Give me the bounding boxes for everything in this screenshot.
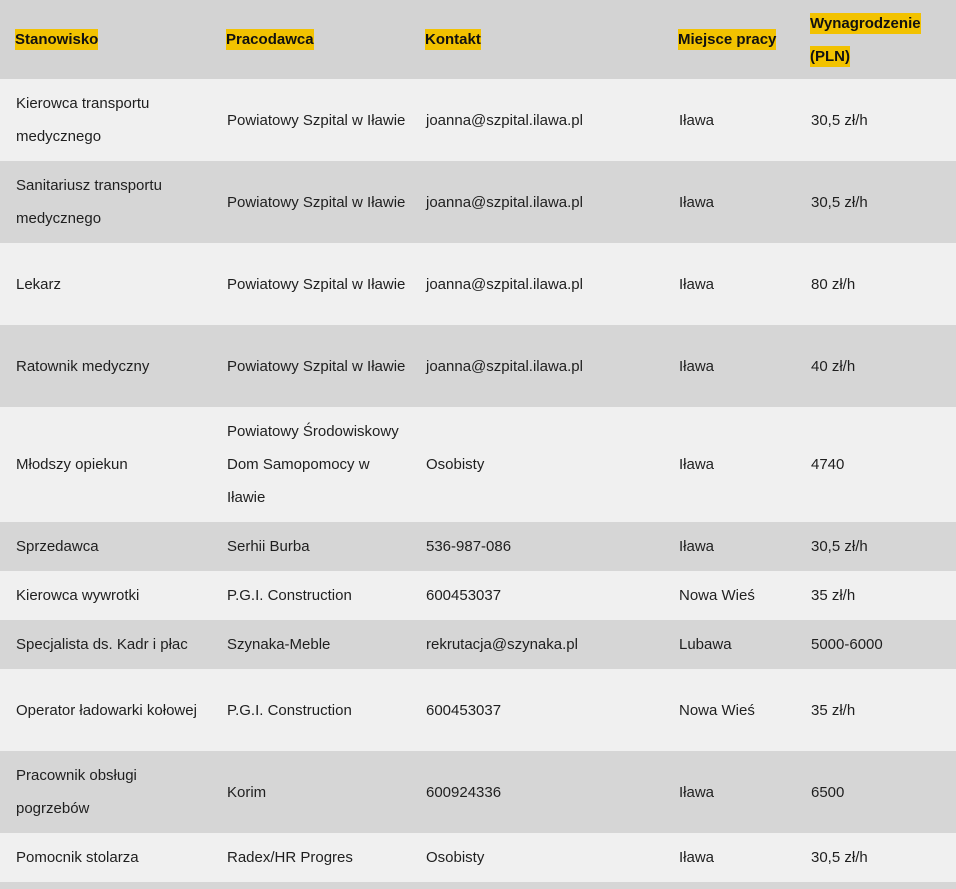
cell-kontakt: joanna@szpital.ilawa.pl xyxy=(426,357,583,375)
cell-stanowisko: Operator ładowarki kołowej xyxy=(16,701,197,719)
cell-stanowisko: Kierowca wywrotki xyxy=(16,587,140,604)
table-row xyxy=(0,79,956,161)
cell-miejsce: Iława xyxy=(679,538,715,555)
cell-miejsce: Iława xyxy=(679,357,715,375)
table-row xyxy=(0,325,956,407)
cell-wynagrodzenie: 80 zł/h xyxy=(811,275,856,293)
partial-row-cell xyxy=(0,882,956,889)
table-row xyxy=(0,243,956,325)
cell-pracodawca: Powiatowy Szpital w Iławie xyxy=(227,111,406,129)
cell-miejsce: Iława xyxy=(679,193,715,211)
cell-miejsce: Nowa Wieś xyxy=(679,587,755,604)
header-stanowisko: Stanowisko xyxy=(15,31,99,48)
table-row xyxy=(0,161,956,243)
table-row xyxy=(0,669,956,751)
cell-stanowisko: Specjalista ds. Kadr i płac xyxy=(16,636,188,653)
cell-kontakt: Osobisty xyxy=(426,456,485,473)
cell-wynagrodzenie: 40 zł/h xyxy=(811,357,856,375)
header-miejsce-pracy: Miejsce pracy xyxy=(678,31,777,48)
cell-wynagrodzenie: 5000-6000 xyxy=(811,636,883,653)
cell-miejsce: Nowa Wieś xyxy=(679,701,755,719)
cell-miejsce: Lubawa xyxy=(679,636,732,653)
table-header-row xyxy=(0,0,956,79)
table-row-partial xyxy=(0,882,956,889)
cell-pracodawca: Powiatowy Szpital w Iławie xyxy=(227,275,406,293)
cell-stanowisko: Młodszy opiekun xyxy=(16,456,128,473)
cell-miejsce: Iława xyxy=(679,783,715,801)
cell-wynagrodzenie: 30,5 zł/h xyxy=(811,538,868,555)
cell-kontakt: 600453037 xyxy=(426,587,502,604)
cell-miejsce: Iława xyxy=(679,275,715,293)
cell-kontakt: 536-987-086 xyxy=(426,538,512,555)
cell-miejsce: Iława xyxy=(679,456,715,473)
header-kontakt: Kontakt xyxy=(425,31,481,48)
cell-pracodawca: Powiatowy Szpital w Iławie xyxy=(227,357,406,375)
cell-stanowisko: Lekarz xyxy=(16,275,62,293)
cell-pracodawca: P.G.I. Construction xyxy=(227,701,352,719)
cell-pracodawca: Szynaka-Meble xyxy=(227,636,331,653)
cell-kontakt: rekrutacja@szynaka.pl xyxy=(426,636,578,653)
table-row xyxy=(0,620,956,669)
cell-pracodawca: Serhii Burba xyxy=(227,538,310,555)
cell-wynagrodzenie: 30,5 zł/h xyxy=(811,111,868,129)
header-pracodawca: Pracodawca xyxy=(226,31,314,48)
cell-wynagrodzenie: 6500 xyxy=(811,783,845,801)
cell-stanowisko: Kierowca transportu medycznego xyxy=(16,95,150,145)
cell-stanowisko: Ratownik medyczny xyxy=(16,357,150,375)
cell-pracodawca: Radex/HR Progres xyxy=(227,849,353,866)
cell-wynagrodzenie: 4740 xyxy=(811,456,845,473)
cell-pracodawca: Powiatowy Środowiskowy Dom Samopomocy w Iławie xyxy=(227,423,399,506)
table-row xyxy=(0,833,956,882)
table-row xyxy=(0,522,956,571)
cell-kontakt: joanna@szpital.ilawa.pl xyxy=(426,111,583,129)
cell-miejsce: Iława xyxy=(679,849,715,866)
cell-wynagrodzenie: 35 zł/h xyxy=(811,587,856,604)
cell-kontakt: 600453037 xyxy=(426,701,502,719)
cell-wynagrodzenie: 35 zł/h xyxy=(811,701,856,719)
cell-stanowisko: Sanitariusz transportu medycznego xyxy=(16,177,162,227)
cell-pracodawca: Korim xyxy=(227,783,267,801)
cell-kontakt: joanna@szpital.ilawa.pl xyxy=(426,275,583,293)
cell-pracodawca: P.G.I. Construction xyxy=(227,587,352,604)
cell-kontakt: Osobisty xyxy=(426,849,485,866)
cell-miejsce: Iława xyxy=(679,111,715,129)
table-row xyxy=(0,571,956,620)
cell-stanowisko: Pracownik obsługi pogrzebów xyxy=(16,767,137,817)
cell-kontakt: joanna@szpital.ilawa.pl xyxy=(426,193,583,211)
table-row xyxy=(0,407,956,522)
cell-wynagrodzenie: 30,5 zł/h xyxy=(811,193,868,211)
cell-stanowisko: Sprzedawca xyxy=(16,538,99,555)
cell-stanowisko: Pomocnik stolarza xyxy=(16,849,139,866)
cell-wynagrodzenie: 30,5 zł/h xyxy=(811,849,868,866)
header-wynagrodzenie: Wynagrodzenie (PLN) xyxy=(810,14,921,65)
cell-pracodawca: Powiatowy Szpital w Iławie xyxy=(227,193,406,211)
cell-kontakt: 600924336 xyxy=(426,783,502,801)
table-row xyxy=(0,751,956,833)
